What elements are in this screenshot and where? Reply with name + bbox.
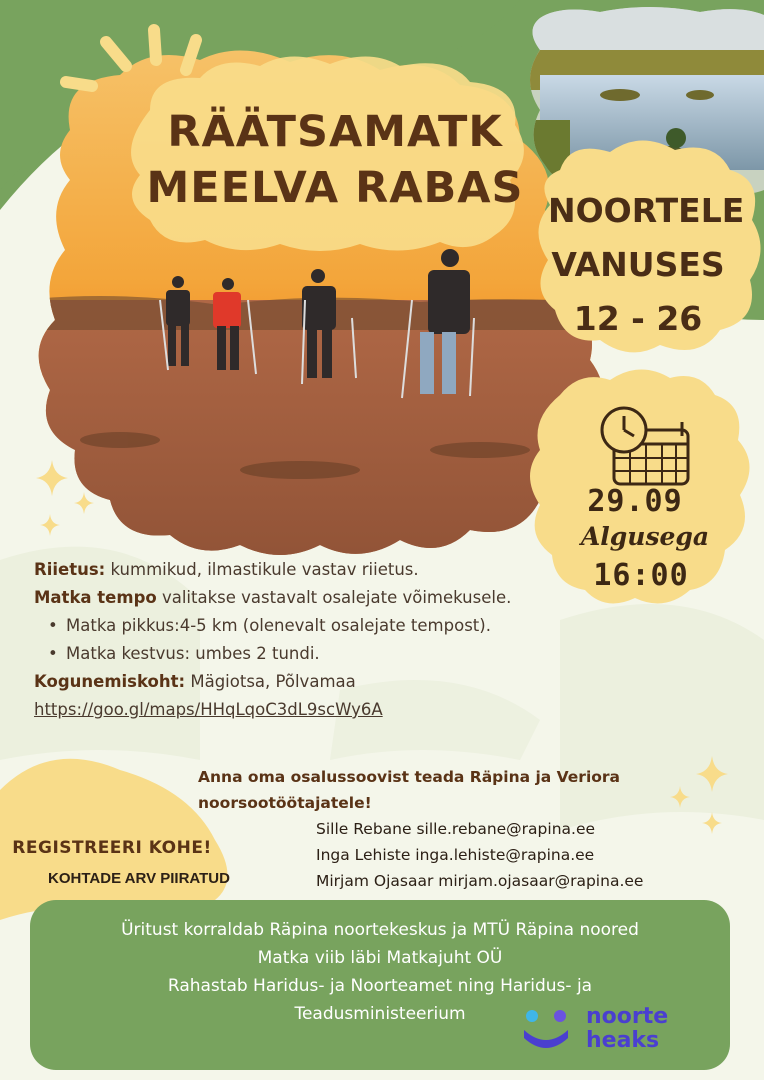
start-time: 16:00 <box>593 558 689 593</box>
start-label: Algusega <box>580 522 710 551</box>
tempo-label: Matka tempo <box>34 588 157 607</box>
footer-line: Teadusministeerium <box>294 1004 466 1024</box>
contact-heading <box>198 764 698 816</box>
map-link[interactable]: https://goo.gl/maps/HHqLqoC3dL9scWy6A <box>34 700 383 719</box>
tempo-line <box>34 584 594 612</box>
list-item: • Matka pikkus:4-5 km (olenevalt osalejate tempost). <box>48 612 594 640</box>
noorte-heaks-logo-icon <box>520 1006 572 1056</box>
contact-item: Mirjam Ojasaar mirjam.ojasaar@rapina.ee <box>316 872 644 890</box>
age-range: 12 - 26 <box>573 299 703 338</box>
title-line-2: MEELVA RABAS <box>146 163 524 213</box>
event-title <box>120 104 550 216</box>
meeting-label: Kogunemiskoht: <box>34 672 186 691</box>
limited-spots: KOHTADE ARV PIIRATUD <box>48 870 230 887</box>
age-line-1: NOORTELE <box>548 191 745 230</box>
contact-heading-line-2: noorsootöötajatele! <box>198 794 372 812</box>
hike-details-list <box>48 612 594 668</box>
contact-heading-line-1: Anna oma osalussoovist teada Räpina ja Veriora <box>198 768 621 786</box>
noorte-heaks-logo <box>586 1005 668 1053</box>
list-item: • Matka kestvus: umbes 2 tundi. <box>48 640 594 668</box>
title-line-1: RÄÄTSAMATK <box>167 107 503 157</box>
clothing-label: Riietus: <box>34 560 106 579</box>
footer-line: Rahastab Haridus- ja Noorteamet ning Haridus- ja <box>167 976 593 996</box>
tempo-text: valitakse vastavalt osalejate võimekusele. <box>156 588 512 607</box>
meeting-text: Mägiotsa, Põlvamaa <box>185 672 356 691</box>
age-badge <box>548 184 745 346</box>
meeting-line <box>34 668 594 696</box>
footer-line: Üritust korraldab Räpina noortekeskus ja MTÜ Räpina noored <box>121 920 639 940</box>
register-call: REGISTREERI KOHE! <box>12 838 212 858</box>
age-line-2: VANUSES <box>551 245 725 284</box>
clothing-line <box>34 556 594 584</box>
logo-line-2: heaks <box>586 1028 660 1053</box>
footer-line: Matka viib läbi Matkajuht OÜ <box>257 948 503 968</box>
contact-list <box>316 816 746 894</box>
clothing-text: kummikud, ilmastikule vastav riietus. <box>105 560 419 579</box>
event-info <box>34 556 594 724</box>
logo-line-1: noorte <box>586 1004 669 1029</box>
contact-item: Sille Rebane sille.rebane@rapina.ee <box>316 820 596 838</box>
contact-item: Inga Lehiste inga.lehiste@rapina.ee <box>316 846 595 864</box>
event-date: 29.09 <box>587 484 683 519</box>
